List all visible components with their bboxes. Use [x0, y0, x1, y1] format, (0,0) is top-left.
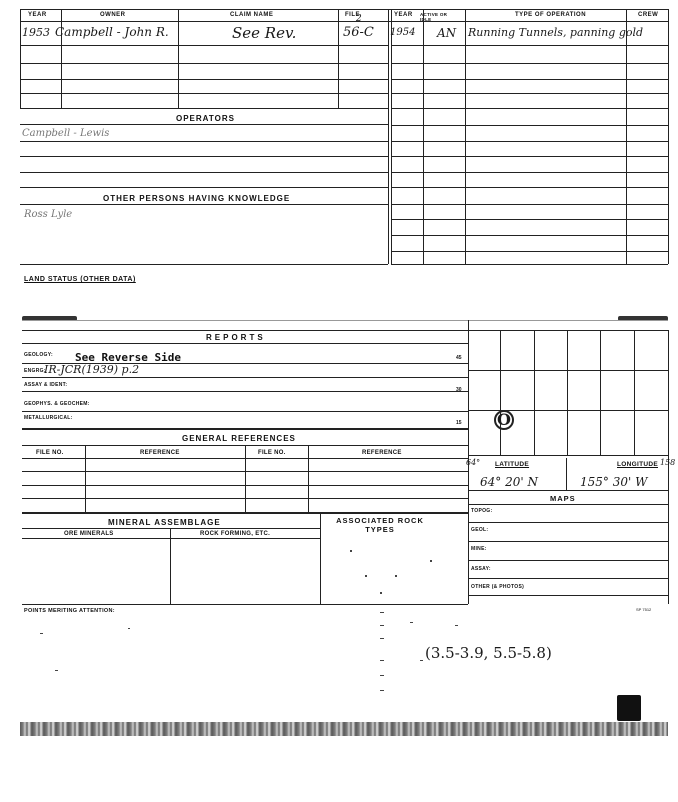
operators-title: OPERATORS [176, 114, 235, 123]
metallurgical-label: METALLURGICAL: [24, 415, 73, 421]
ore-minerals: ORE MINERALS [64, 531, 114, 537]
maps-assay: ASSAY: [471, 566, 491, 572]
row1-owner: Campbell - John R. [55, 25, 169, 39]
points-meriting-attention: POINTS MERITING ATTENTION: [24, 608, 115, 614]
bottom-right-block [617, 695, 641, 721]
num-45: 45 [456, 355, 462, 361]
gr-reference-1: REFERENCE [140, 450, 180, 456]
row1-claim-name: See Rev. [232, 24, 297, 42]
reports-title: REPORTS [206, 333, 266, 342]
row1-type-of-operation: Running Tunnels, panning gold [468, 26, 644, 39]
maps-geol: GEOL: [471, 527, 489, 533]
general-references-title: GENERAL REFERENCES [182, 434, 296, 443]
row1-active: AN [437, 26, 457, 40]
row1-year-2: 1954 [390, 27, 416, 38]
land-status-label: LAND STATUS (OTHER DATA) [24, 276, 136, 283]
gr-reference-2: REFERENCE [362, 450, 402, 456]
grid-marker: O [494, 410, 514, 430]
row1-year: 1953 [22, 26, 50, 39]
maps-other: OTHER (& PHOTOS) [471, 584, 525, 590]
operators-entry: Campbell - Lewis [22, 128, 110, 139]
longitude-label: LONGITUDE [617, 461, 658, 468]
header-year: YEAR [28, 12, 47, 18]
gr-file-no-2: FILE NO. [258, 450, 286, 456]
rock-forming: ROCK FORMING, ETC. [200, 531, 271, 537]
associated-rock-types: ASSOCIATED ROCK TYPES [336, 516, 424, 534]
maps-title: MAPS [550, 494, 576, 503]
num-15: 15 [456, 420, 462, 426]
row1-file-note: 2 [356, 14, 362, 24]
row1-file: 56-C [343, 25, 374, 40]
other-persons-title: OTHER PERSONS HAVING KNOWLEDGE [103, 194, 291, 203]
latitude-value: 64° 20' N [480, 475, 538, 489]
gr-file-no-1: FILE NO. [36, 450, 64, 456]
handwritten-note: (3.5-3.9, 5.5-5.8) [425, 644, 552, 662]
num-30: 30 [456, 387, 462, 393]
header-file: FILE [345, 12, 360, 18]
form-code: SP 7512 [636, 607, 652, 612]
engrg-value: IR-JCR(1939) p.2 [44, 363, 140, 376]
maps-mine: MINE: [471, 546, 487, 552]
geophys-label: GEOPHYS. & GEOCHEM: [24, 401, 90, 407]
bottom-scan-band [20, 722, 668, 736]
geology-label: GEOLOGY: [24, 352, 53, 358]
header-year-2: YEAR [394, 12, 413, 18]
geology-value: See Reverse Side [75, 351, 181, 364]
longitude-value: 155° 30' W [580, 475, 648, 489]
other-persons-entry: Ross Lyle [24, 209, 73, 220]
grid-deg-right: 158 [660, 458, 676, 467]
assay-label: ASSAY & IDENT: [24, 382, 68, 388]
header-owner: OWNER [100, 12, 126, 18]
header-active-or-idle: ACTIVE OR IDLE [420, 12, 448, 22]
grid-deg-left: 64° [466, 458, 481, 467]
engrg-label: ENGRG: [24, 368, 46, 374]
header-type-of-operation: TYPE OF OPERATION [515, 12, 587, 18]
latitude-label: LATITUDE [495, 461, 530, 468]
mineral-assemblage-title: MINERAL ASSEMBLAGE [108, 518, 221, 527]
header-claim-name: CLAIM NAME [230, 12, 274, 18]
header-crew: CREW [638, 12, 659, 18]
maps-topog: TOPOG: [471, 508, 493, 514]
